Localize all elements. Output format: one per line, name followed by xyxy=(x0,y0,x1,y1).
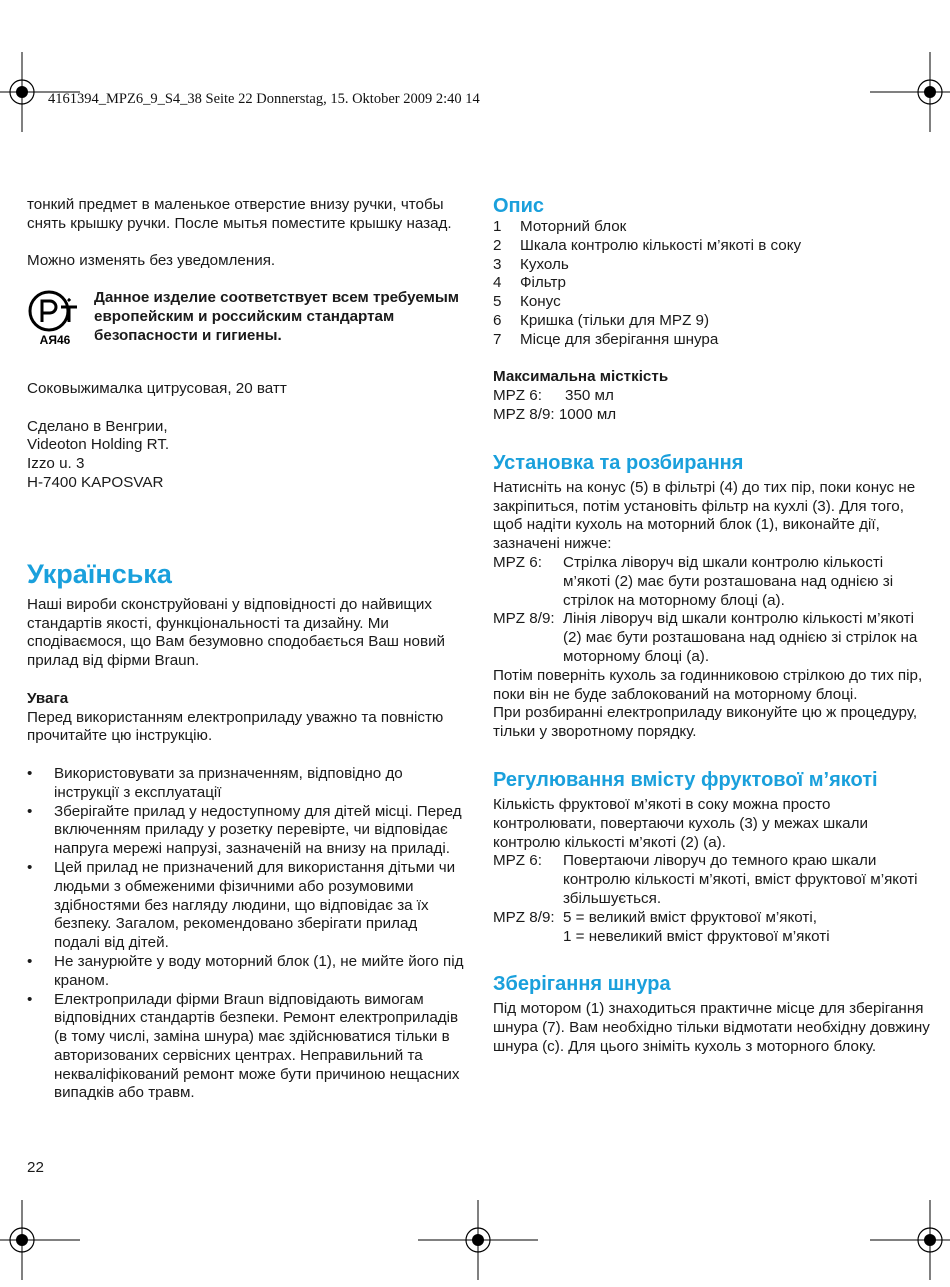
capacity-row: MPZ 8/9: 1000 мл xyxy=(493,405,617,423)
model-instruction: MPZ 6: Стрілка ліворуч від шкали контролю кількості м’якоті (2) має бути розташована над однією зі стрілок на моторному блоці (а). xyxy=(493,553,894,609)
language-title: Українська xyxy=(27,558,172,589)
model-instruction: MPZ 6: Повертаючи ліворуч до темного краю шкали контролю кількості м’якоті, вміст фруктової м’якоті збільшується. xyxy=(493,852,918,907)
registration-mark-icon xyxy=(0,1200,80,1280)
model-instruction: 1 = невеликий вміст фруктової м’якоті xyxy=(563,927,830,945)
capacity-row: MPZ 6: 350 мл xyxy=(493,387,614,405)
list-item: 6 Кришка (тільки для MPZ 9) xyxy=(493,311,710,329)
parts-list xyxy=(493,218,933,350)
address-line: Videoton Holding RT. xyxy=(27,436,170,454)
capacity-title: Максимальна місткість xyxy=(493,368,669,386)
list-item: • Використовувати за призначенням, відповідно до інструкції з експлуатації xyxy=(27,765,467,803)
install-outro-2: При розбиранні електроприладу виконуйте цю ж процедуру, тільки у зворотному порядку. xyxy=(493,704,918,741)
safety-list xyxy=(27,765,467,1103)
list-item: • Зберігайте прилад у недоступному для дітей місці. Перед включенням приладу у розетку перевірте, чи відповідає напруга мережі напрузі, зазначеній на внизу на приладі. xyxy=(27,803,467,859)
rst-certification-logo-icon xyxy=(27,289,83,347)
section-title-cord: Зберігання шнура xyxy=(493,973,671,996)
right-column xyxy=(493,194,933,1057)
section-title-pulp: Регулювання вмісту фруктової м’якоті xyxy=(493,768,878,791)
page-number: 22 xyxy=(27,1159,44,1176)
cert-text: Данное изделие соответствует всем требуемым европейским и российским стандартам безопасности и гигиены. xyxy=(94,289,460,344)
list-item: • Не занурюйте у воду моторний блок (1), не мийте його під краном. xyxy=(27,953,467,991)
install-outro: Потім поверніть кухоль за годинниковою стрілкою до тих пір, поки він не буде заблокований на моторному блоці. xyxy=(493,666,923,703)
pulp-intro: Кількість фруктової м’якоті в соку можна просто контролювати, повертаючи кухоль (3) у межах шкали контролю кількості м’якоті (2) (а). xyxy=(493,795,868,851)
list-item: 5 Конус xyxy=(493,293,561,311)
list-item: • Електроприлади фірми Braun відповідають вимогам відповідних стандартів безпеки. Ремонт електроприладів (в тому числі, заміна шнура) має здійснюватися тільки в авторизованих сервісних центрах. Неправильний та некваліфікований ремонт може бути причиною нещасних випадків або травм. xyxy=(27,991,467,1104)
section-title-install: Установка та розбирання xyxy=(493,451,744,474)
change-notice: Можно изменять без уведомления. xyxy=(27,252,276,270)
install-intro: Натисніть на конус (5) в фільтрі (4) до тих пір, поки конус не закріпиться, потім установіть фільтр на кухлі (3). Для того, щоб надіти кухоль на моторний блок (1), виконайте дії, зазначені нижче: xyxy=(493,478,916,553)
list-item: 3 Кухоль xyxy=(493,255,569,273)
intro-paragraph: Наші вироби сконструйовані у відповідності до найвищих стандартів якості, функціональності та дизайну. Ми сподіваємося, що Вам безумовно сподобається Ваш новий прилад від фірми Braun. xyxy=(27,595,446,670)
cert-code: АЯ46 xyxy=(39,333,71,348)
cord-text: Під мотором (1) знаходиться практичне місце для зберігання шнура (7). Вам необхідно тільки відмотати необхідну довжину шнура (c). Для цього зніміть кухоль з моторного блоку. xyxy=(493,1000,930,1055)
print-header: 4161394_MPZ6_9_S4_38 Seite 22 Donnerstag, 15. Oktober 2009 2:40 14 xyxy=(48,91,480,107)
section-title-description: Опис xyxy=(493,195,545,217)
list-item: 1 Моторний блок xyxy=(493,218,627,235)
registration-mark-icon xyxy=(870,52,950,132)
warning-text: Перед використанням електроприладу уважно та повністю прочитайте цю інструкцію. xyxy=(27,708,444,745)
list-item: • Цей прилад не призначений для використання дітьми чи людьми з обмеженими фізичними або розумовими здібностями без нагляду людини, що відповідає за їх безпеку. Загалом, рекомендовано зберігати прилад подалі від дітей. xyxy=(27,859,467,953)
list-item: 4 Фільтр xyxy=(493,274,566,292)
list-item: 2 Шкала контролю кількості м’якоті в соку xyxy=(493,236,802,254)
model-instruction: MPZ 8/9: 5 = великий вміст фруктової м’якоті, xyxy=(493,908,817,926)
product-name: Соковыжималка цитрусовая, 20 ватт xyxy=(27,379,287,397)
model-instruction: MPZ 8/9: Лінія ліворуч від шкали контролю кількості м’якоті (2) має бути розташована над однією зі стрілок на моторному блоці (а). xyxy=(493,610,918,665)
manufacturer-address xyxy=(27,418,467,493)
list-item: 7 Місце для зберігання шнура xyxy=(493,330,719,348)
address-line: Izzo u. 3 xyxy=(27,455,85,473)
left-column xyxy=(27,196,467,1103)
address-line: Сделано в Венгрии, xyxy=(27,417,168,435)
registration-mark-icon xyxy=(418,1200,538,1280)
continued-paragraph: тонкий предмет в маленькое отверстие внизу ручки, чтобы снять крышку ручки. После мытья поместите крышку назад. xyxy=(27,196,452,232)
warning-title: Увага xyxy=(27,689,69,707)
certification-block xyxy=(27,289,467,347)
registration-mark-icon xyxy=(870,1200,950,1280)
address-line: H-7400 KAPOSVAR xyxy=(27,473,164,491)
